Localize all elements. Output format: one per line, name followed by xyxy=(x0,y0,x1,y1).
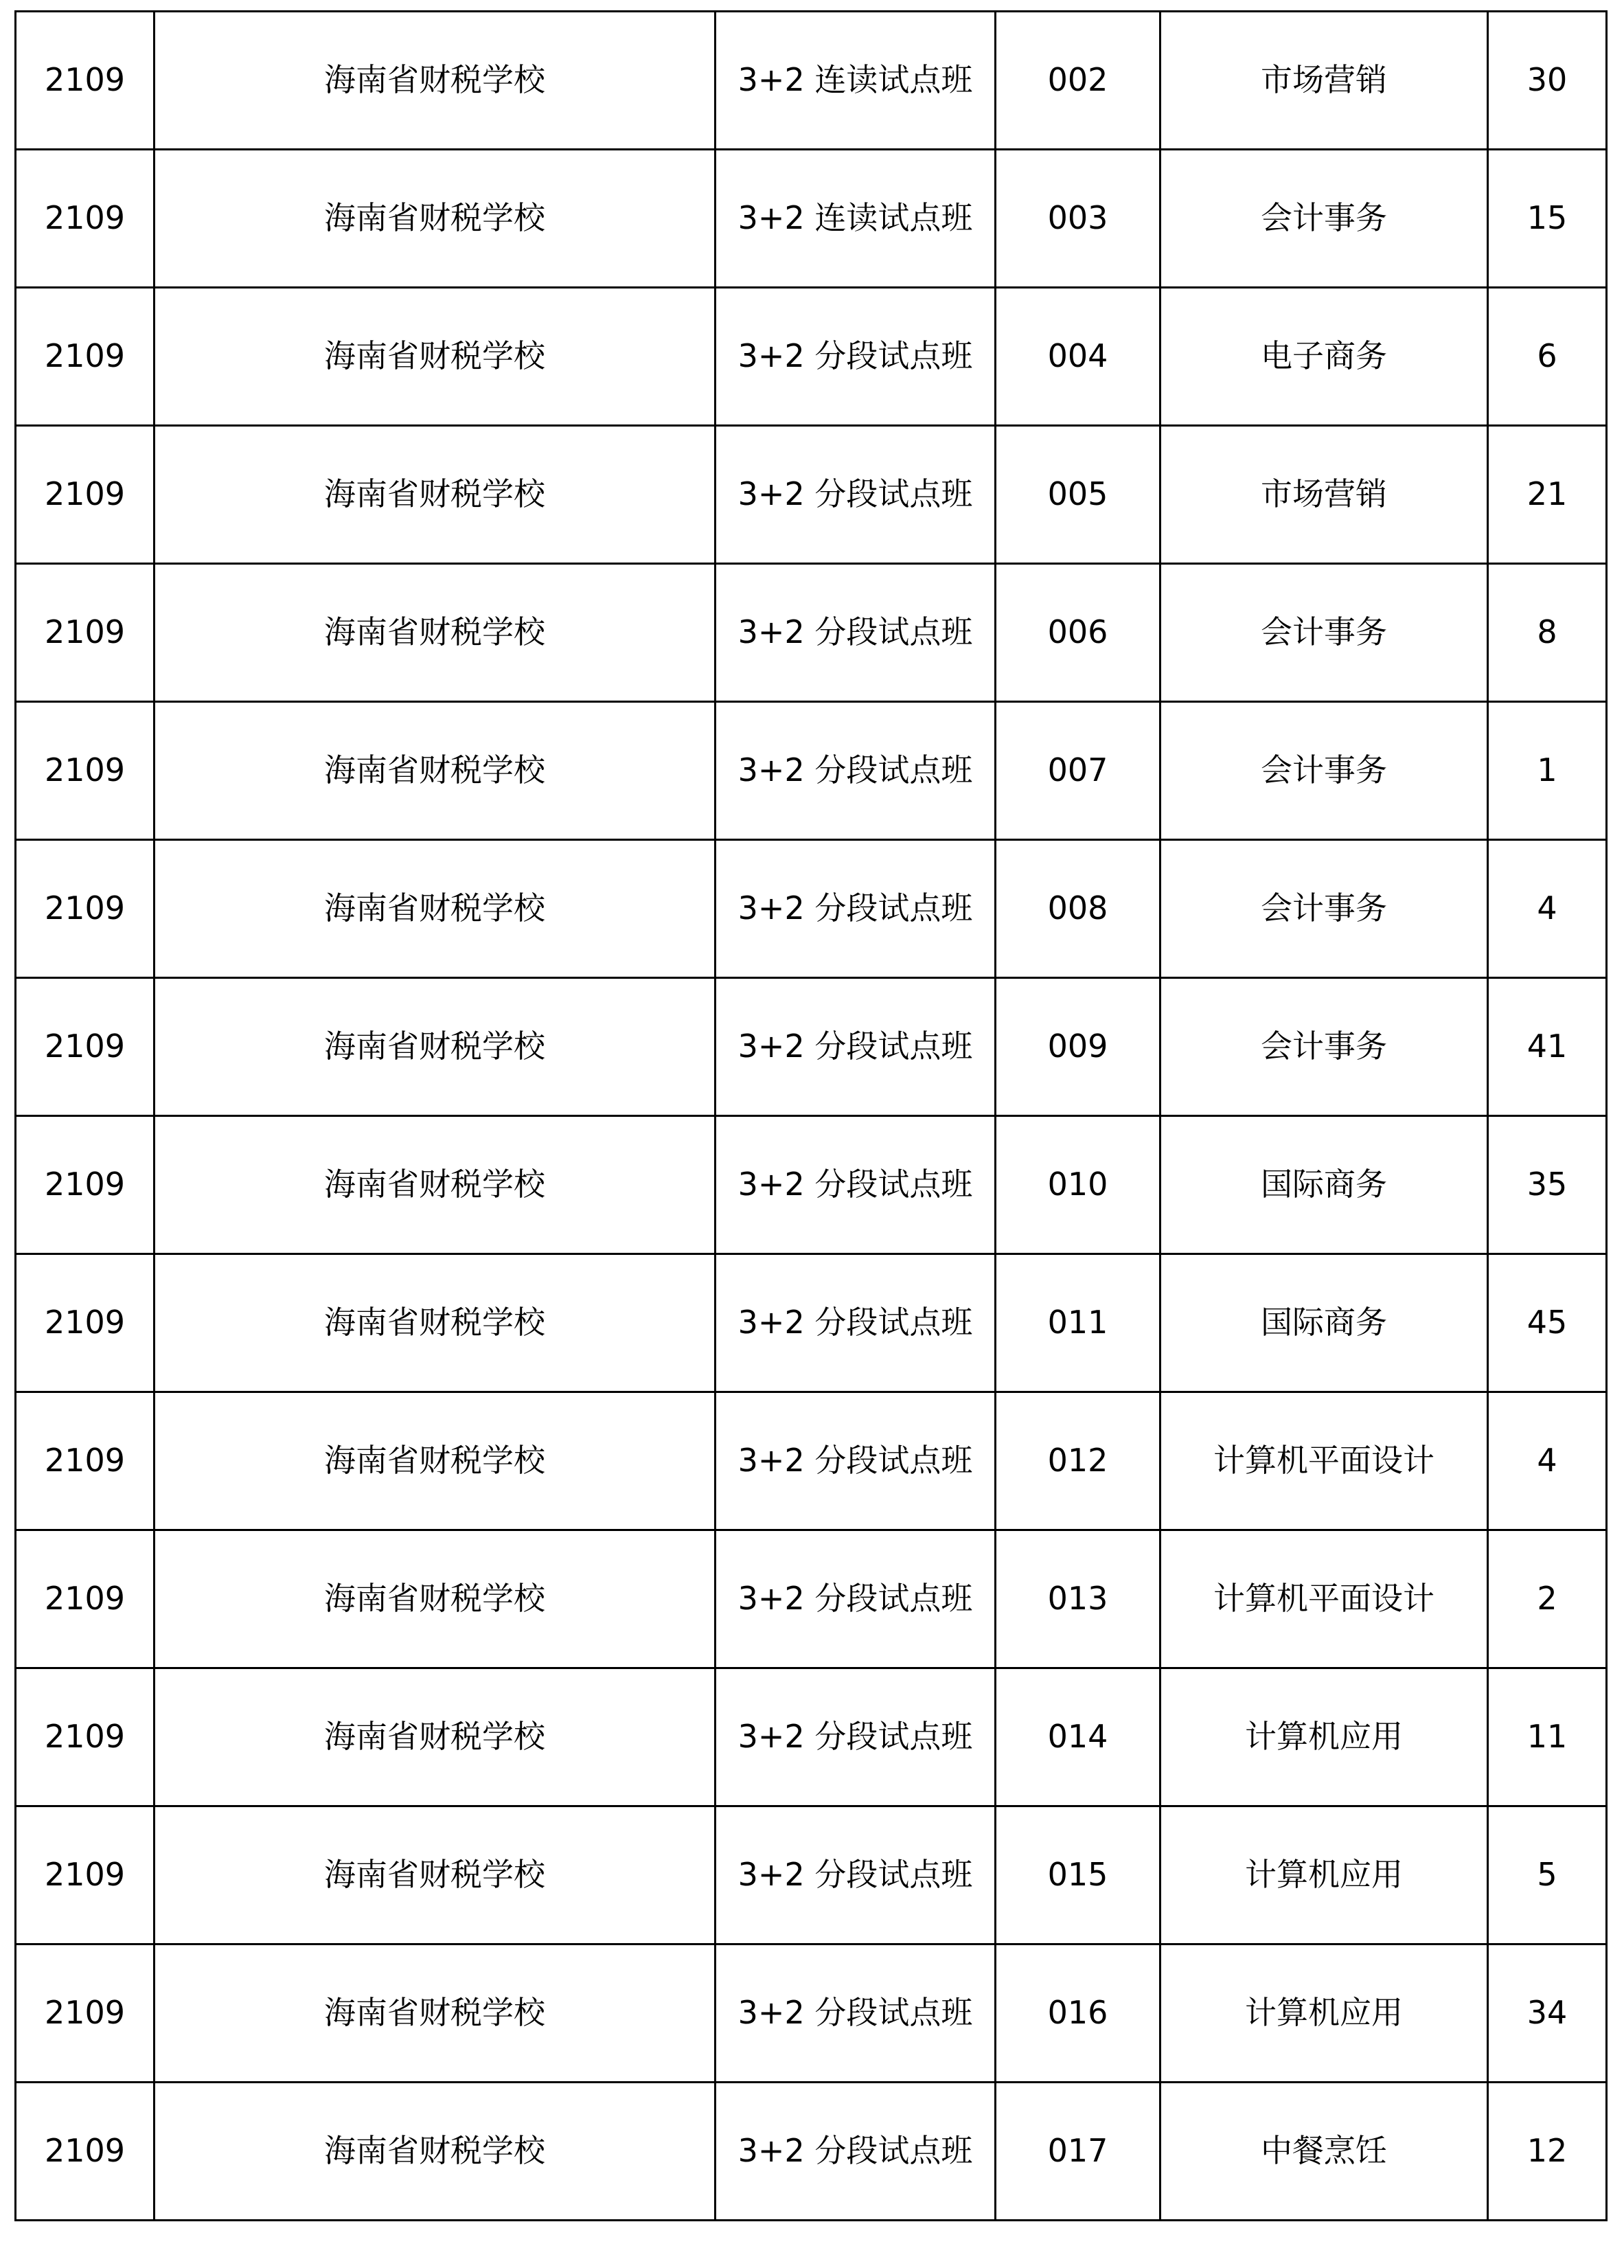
quota-cell: 4 xyxy=(1488,840,1607,978)
class-type-cell: 3+2 分段试点班 xyxy=(716,840,996,978)
major-code-cell: 007 xyxy=(996,702,1160,840)
major-code-cell: 010 xyxy=(996,1116,1160,1254)
class-type-cell: 3+2 连读试点班 xyxy=(716,150,996,288)
major-code-cell: 014 xyxy=(996,1668,1160,1806)
quota-cell: 12 xyxy=(1488,2083,1607,2221)
school-name-cell: 海南省财税学校 xyxy=(155,1530,716,1668)
major-name-cell: 会计事务 xyxy=(1160,564,1488,702)
class-type-cell: 3+2 分段试点班 xyxy=(716,2083,996,2221)
table-row xyxy=(16,840,1607,978)
major-code-cell: 016 xyxy=(996,1944,1160,2083)
quota-cell: 35 xyxy=(1488,1116,1607,1254)
school-name-cell: 海南省财税学校 xyxy=(155,1254,716,1392)
school-code-cell: 2109 xyxy=(16,1530,155,1668)
major-name-cell: 计算机应用 xyxy=(1160,1806,1488,1944)
major-code-cell: 003 xyxy=(996,150,1160,288)
class-type-cell: 3+2 分段试点班 xyxy=(716,1668,996,1806)
class-type-cell: 3+2 分段试点班 xyxy=(716,1530,996,1668)
school-name-cell: 海南省财税学校 xyxy=(155,1668,716,1806)
class-type-cell: 3+2 分段试点班 xyxy=(716,1944,996,2083)
school-name-cell: 海南省财税学校 xyxy=(155,150,716,288)
quota-cell: 11 xyxy=(1488,1668,1607,1806)
table-row xyxy=(16,564,1607,702)
quota-cell: 1 xyxy=(1488,702,1607,840)
class-type-cell: 3+2 分段试点班 xyxy=(716,1392,996,1530)
table-row xyxy=(16,288,1607,426)
school-code-cell: 2109 xyxy=(16,978,155,1116)
table-row xyxy=(16,426,1607,564)
major-name-cell: 中餐烹饪 xyxy=(1160,2083,1488,2221)
major-name-cell: 国际商务 xyxy=(1160,1254,1488,1392)
school-code-cell: 2109 xyxy=(16,564,155,702)
major-code-cell: 011 xyxy=(996,1254,1160,1392)
school-name-cell: 海南省财税学校 xyxy=(155,1392,716,1530)
school-code-cell: 2109 xyxy=(16,12,155,150)
major-name-cell: 计算机应用 xyxy=(1160,1668,1488,1806)
major-name-cell: 会计事务 xyxy=(1160,840,1488,978)
class-type-cell: 3+2 分段试点班 xyxy=(716,288,996,426)
quota-cell: 34 xyxy=(1488,1944,1607,2083)
major-name-cell: 国际商务 xyxy=(1160,1116,1488,1254)
school-code-cell: 2109 xyxy=(16,702,155,840)
school-name-cell: 海南省财税学校 xyxy=(155,1944,716,2083)
table-row xyxy=(16,1806,1607,1944)
major-name-cell: 电子商务 xyxy=(1160,288,1488,426)
school-code-cell: 2109 xyxy=(16,840,155,978)
school-name-cell: 海南省财税学校 xyxy=(155,702,716,840)
class-type-cell: 3+2 分段试点班 xyxy=(716,1116,996,1254)
table-row xyxy=(16,2083,1607,2221)
school-code-cell: 2109 xyxy=(16,150,155,288)
major-name-cell: 计算机应用 xyxy=(1160,1944,1488,2083)
school-name-cell: 海南省财税学校 xyxy=(155,1806,716,1944)
quota-cell: 5 xyxy=(1488,1806,1607,1944)
major-code-cell: 004 xyxy=(996,288,1160,426)
quota-cell: 2 xyxy=(1488,1530,1607,1668)
quota-cell: 6 xyxy=(1488,288,1607,426)
major-code-cell: 015 xyxy=(996,1806,1160,1944)
quota-cell: 45 xyxy=(1488,1254,1607,1392)
school-name-cell: 海南省财税学校 xyxy=(155,12,716,150)
school-code-cell: 2109 xyxy=(16,288,155,426)
table-row xyxy=(16,12,1607,150)
class-type-cell: 3+2 分段试点班 xyxy=(716,1806,996,1944)
school-name-cell: 海南省财税学校 xyxy=(155,426,716,564)
major-name-cell: 会计事务 xyxy=(1160,150,1488,288)
school-code-cell: 2109 xyxy=(16,426,155,564)
quota-cell: 4 xyxy=(1488,1392,1607,1530)
school-code-cell: 2109 xyxy=(16,1944,155,2083)
class-type-cell: 3+2 连读试点班 xyxy=(716,12,996,150)
major-code-cell: 005 xyxy=(996,426,1160,564)
school-name-cell: 海南省财税学校 xyxy=(155,2083,716,2221)
major-name-cell: 市场营销 xyxy=(1160,12,1488,150)
class-type-cell: 3+2 分段试点班 xyxy=(716,1254,996,1392)
major-name-cell: 会计事务 xyxy=(1160,978,1488,1116)
quota-cell: 21 xyxy=(1488,426,1607,564)
major-code-cell: 013 xyxy=(996,1530,1160,1668)
class-type-cell: 3+2 分段试点班 xyxy=(716,564,996,702)
school-name-cell: 海南省财税学校 xyxy=(155,288,716,426)
table-row xyxy=(16,1668,1607,1806)
table-row xyxy=(16,1944,1607,2083)
school-name-cell: 海南省财税学校 xyxy=(155,1116,716,1254)
enrollment-table xyxy=(14,10,1608,2221)
quota-cell: 30 xyxy=(1488,12,1607,150)
table-row xyxy=(16,978,1607,1116)
school-name-cell: 海南省财税学校 xyxy=(155,840,716,978)
major-name-cell: 市场营销 xyxy=(1160,426,1488,564)
table-row xyxy=(16,1392,1607,1530)
quota-cell: 8 xyxy=(1488,564,1607,702)
table-row xyxy=(16,1116,1607,1254)
major-name-cell: 会计事务 xyxy=(1160,702,1488,840)
school-name-cell: 海南省财税学校 xyxy=(155,564,716,702)
major-name-cell: 计算机平面设计 xyxy=(1160,1530,1488,1668)
school-code-cell: 2109 xyxy=(16,1116,155,1254)
school-code-cell: 2109 xyxy=(16,2083,155,2221)
enrollment-table-body xyxy=(16,12,1607,2221)
quota-cell: 15 xyxy=(1488,150,1607,288)
major-code-cell: 012 xyxy=(996,1392,1160,1530)
class-type-cell: 3+2 分段试点班 xyxy=(716,978,996,1116)
major-code-cell: 008 xyxy=(996,840,1160,978)
major-code-cell: 017 xyxy=(996,2083,1160,2221)
school-code-cell: 2109 xyxy=(16,1254,155,1392)
table-row xyxy=(16,150,1607,288)
class-type-cell: 3+2 分段试点班 xyxy=(716,702,996,840)
school-name-cell: 海南省财税学校 xyxy=(155,978,716,1116)
class-type-cell: 3+2 分段试点班 xyxy=(716,426,996,564)
school-code-cell: 2109 xyxy=(16,1806,155,1944)
table-row xyxy=(16,1530,1607,1668)
quota-cell: 41 xyxy=(1488,978,1607,1116)
school-code-cell: 2109 xyxy=(16,1668,155,1806)
table-row xyxy=(16,702,1607,840)
table-row xyxy=(16,1254,1607,1392)
major-code-cell: 002 xyxy=(996,12,1160,150)
major-name-cell: 计算机平面设计 xyxy=(1160,1392,1488,1530)
school-code-cell: 2109 xyxy=(16,1392,155,1530)
major-code-cell: 006 xyxy=(996,564,1160,702)
major-code-cell: 009 xyxy=(996,978,1160,1116)
